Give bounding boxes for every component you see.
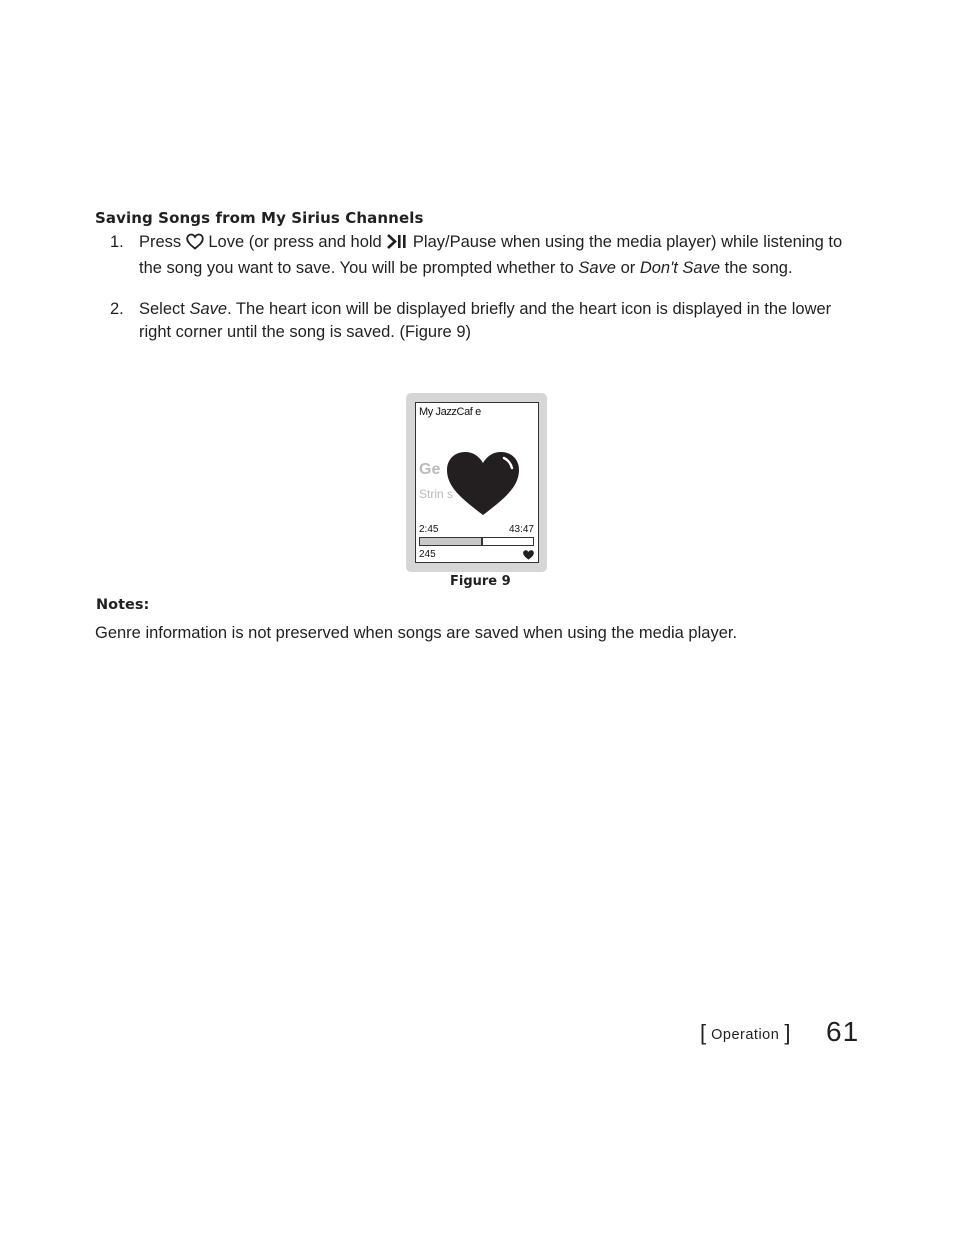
step-number: 1. [110,233,124,251]
step-text-segment: Play/Pause when using the media player) while listening to the song you want to save. You will be prompted whether to [139,233,843,277]
progress-bar [419,537,534,546]
channel-name: My JazzCaf e [419,406,481,418]
step-number: 2. [110,300,124,318]
bracket-open: [ [700,1020,707,1045]
step-text [139,231,854,279]
section-heading: Saving Songs from My Sirius Channels [95,209,424,227]
step-text-segment: Press [139,233,182,251]
footer-section-label [700,1020,790,1046]
total-time: 43:47 [508,524,534,535]
step-text-segment: Select [139,300,185,318]
dont-save-option: Don't Save [639,258,721,277]
genre-text: Ge [419,461,441,478]
section-label: Operation [711,1027,780,1043]
device-screen [415,402,539,563]
step-text-segment: . The heart icon will be displayed briefly and the heart icon is displayed in the lower right corner until the song is saved. (Figure 9) [139,300,832,341]
figure-caption: Figure 9 [450,574,511,589]
progress-fill [420,538,483,545]
save-option: Save [189,300,228,318]
step-text-segment: the song. [724,258,793,277]
heart-filled-icon [446,451,520,517]
step-text-segment: or [620,258,636,277]
elapsed-time: 2:45 [419,524,439,535]
notes-heading: Notes: [96,597,150,613]
heart-outline-icon [186,233,204,257]
save-option: Save [578,258,616,277]
notes-body: Genre information is not preserved when songs are saved when using the media player. [95,624,738,642]
bracket-close: ] [784,1020,791,1045]
artist-text: Strin s [419,487,454,501]
play-pause-icon [386,233,408,257]
page-number: 61 [826,1016,860,1047]
step-text-segment: Love (or press and hold [208,233,382,251]
step-text [139,298,854,343]
heart-filled-icon [523,550,534,560]
channel-number: 245 [419,549,436,560]
device-figure [406,393,547,572]
